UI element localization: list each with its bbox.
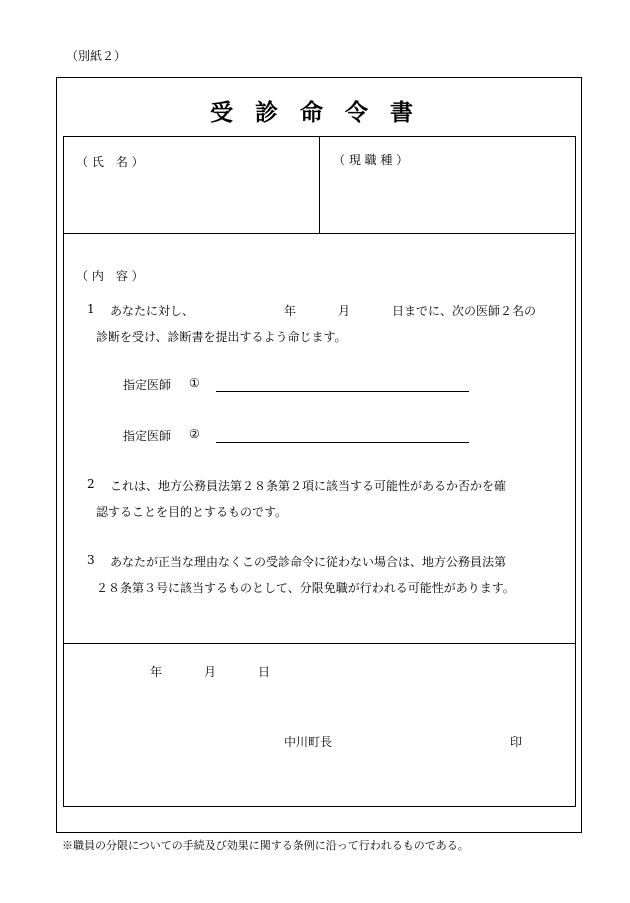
content-label: （ 内 容 ）: [76, 269, 144, 283]
item2-number: 2: [87, 477, 95, 491]
item3-line1: あなたが正当な理由なくこの受診命令に従わない場合は、地方公務員法第: [110, 555, 507, 569]
footer-month: 月: [204, 665, 217, 679]
footnote: ※職員の分限についての手続及び効果に関する条例に沿って行われるものである。: [62, 839, 469, 852]
item1-year: 年: [284, 304, 297, 318]
item3-line2: ２８条第３号に該当するものとして、分限免職が行われる可能性があります。: [96, 581, 515, 595]
item1-number: 1: [87, 302, 95, 316]
item1-day-text: 日までに、次の医師２名の: [392, 304, 537, 318]
doctor2-underline: [216, 442, 469, 443]
doctor2-mark: ②: [189, 427, 200, 441]
inner-frame: [63, 136, 576, 807]
issuer-name: 中川町長: [284, 735, 333, 749]
item2-line1: これは、地方公務員法第２８条第２項に該当する可能性があるか否かを確: [110, 479, 507, 493]
document-title: 受診命令書: [210, 99, 435, 126]
item2-line2: 認することを目的とするものです。: [96, 505, 288, 519]
doctor1-mark: ①: [189, 376, 200, 390]
item3-number: 3: [87, 553, 95, 567]
divider-footer: [63, 643, 576, 644]
name-field-label: （ 氏 名 ）: [76, 155, 144, 169]
job-field-label: （ 現 職 種 ）: [333, 153, 409, 167]
item1-line2: 診断を受け、診断書を提出するよう命じます。: [96, 330, 347, 344]
divider-fields: [63, 233, 576, 234]
footer-year: 年: [150, 665, 163, 679]
doctor2-label: 指定医師: [123, 429, 172, 443]
attachment-label: （別紙２）: [66, 49, 127, 63]
seal-mark: 印: [510, 735, 523, 749]
doctor1-underline: [216, 391, 469, 392]
divider-fields-vertical: [319, 136, 320, 233]
item1-text-before: あなたに対し、: [110, 304, 195, 318]
footer-day: 日: [258, 665, 271, 679]
doctor1-label: 指定医師: [123, 378, 172, 392]
item1-month: 月: [338, 304, 351, 318]
